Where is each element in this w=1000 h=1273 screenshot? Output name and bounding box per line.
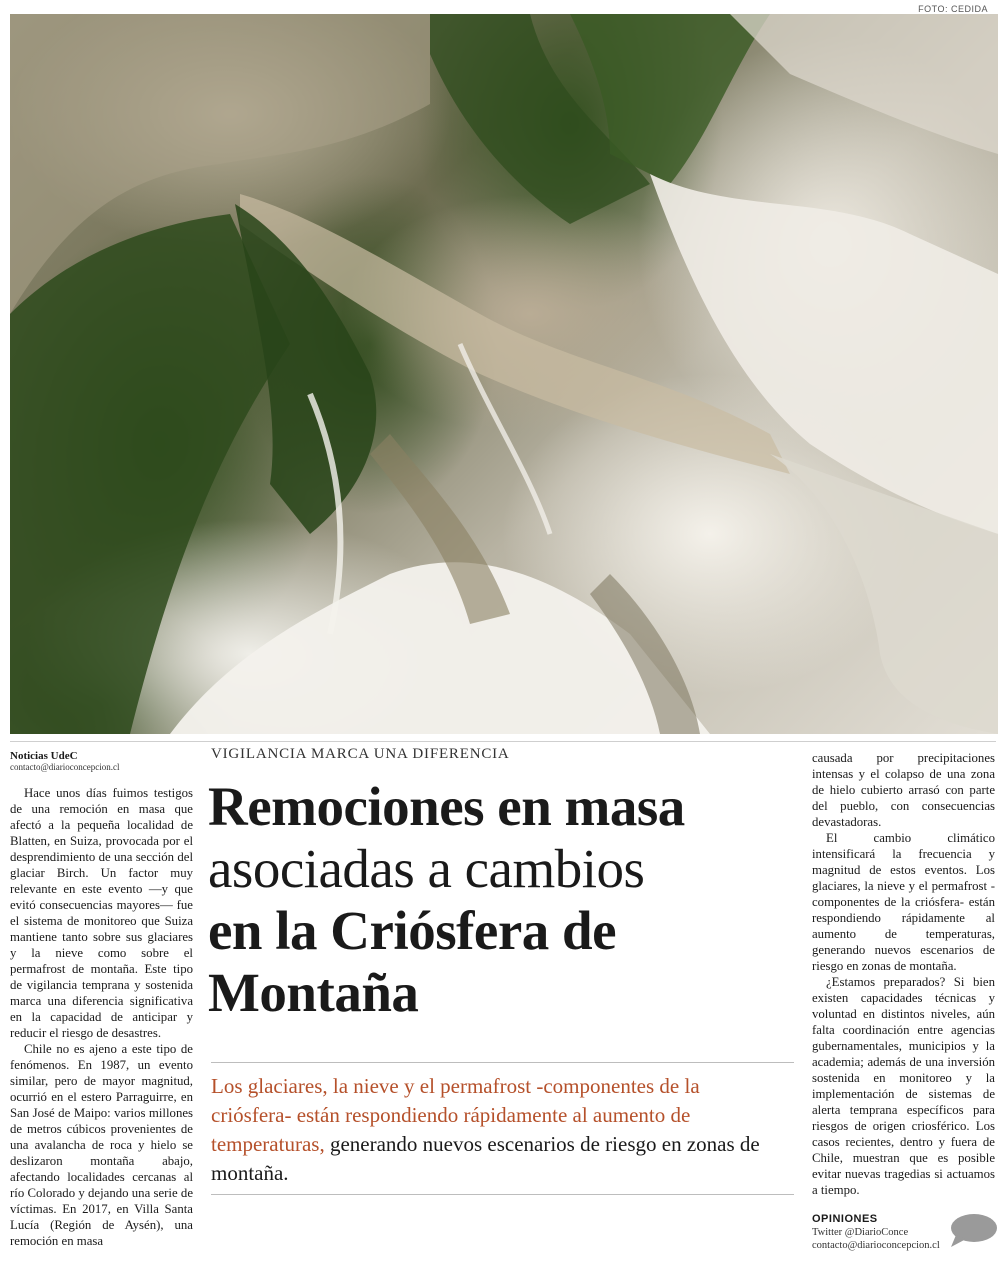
paragraph: Hace unos días fuimos testigos de una remoción en masa que afectó a la pequeña localidad de Blatten, en Suiza, provocada por el desprendimiento de una sección del glaciar Birch. Un factor muy relevante en este evento —y que evitó consecuencias mayores— fue el sistema de monitoreo que Suiza mantiene tanto sobre sus glaciares y la nieve como sobre el permafrost de montaña. Este tipo de vigilancia temprana y sostenida marca una diferencia significativa en la capacidad de anticipar y reducir el riesgo de desastres.: [10, 786, 193, 1040]
article-column-right: [812, 750, 995, 1198]
paragraph: ¿Estamos preparados? Si bien existen capacidades técnicas y voluntad en distintos niveles, aún falta coordinación entre agencias gubernamentales, municipios y la academia; además de una inversión sostenida en monitoreo y la implementación de sistemas de alerta temprana específicos para riesgos de origen criosférico. Los casos recientes, dentro y fuera de Chile, muestran que es posible evitar nuevas tragedias si actuamos a tiempo.: [812, 975, 995, 1197]
byline: [10, 750, 200, 773]
article-deck: [211, 1072, 771, 1188]
section-label: OPINIONES: [812, 1213, 878, 1225]
deck-rest: generando nuevos escenarios de riesgo en zonas de montaña.: [211, 1132, 760, 1185]
headline-line: Montaña: [208, 962, 419, 1023]
deck-rule-bottom: [211, 1194, 794, 1195]
top-rule: [10, 741, 996, 742]
article-kicker: VIGILANCIA MARCA UNA DIFERENCIA: [211, 746, 510, 762]
aerial-mountain-photo: [10, 14, 998, 734]
paragraph: Chile no es ajeno a este tipo de fenómenos. En 1987, un evento similar, pero de mayor magnitud, ocurrió en el estero Parraguirre, en San José de Maipo: varios millones de metros cúbicos provenientes de una avalancha de roca y hielo se deslizaron montaña abajo, afectando localidades cercanas al río Colorado y dejando una serie de víctimas. En 2017, en Villa Santa Lucía (Región de Aysén), una remoción en masa: [10, 1042, 193, 1248]
deck-highlight: Los glaciares, la nieve y el permafrost -componentes de la criósfera- están respondiendo rápidamente al aumento de temperaturas,: [211, 1074, 700, 1156]
headline-line: Remociones en masa: [208, 776, 685, 837]
author-contact: contacto@diarioconcepcion.cl: [10, 762, 120, 772]
paragraph: El cambio climático intensificará la frecuencia y magnitud de estos eventos. Los glaciares, la nieve y el permafrost -componentes de la criósfera- están respondiendo rápidamente al aumento de temperaturas, generando nuevos escenarios de riesgo en zonas de montaña.: [812, 831, 995, 973]
paragraph: causada por precipitaciones intensas y el colapso de una zona de hielo cubierto arrasó con parte del pueblo, con consecuencias devastadoras.: [812, 751, 995, 829]
article-headline: [208, 776, 798, 1024]
headline-line: en la Criósfera de: [208, 900, 616, 961]
article-column-left: [10, 785, 193, 1249]
author-name: Noticias UdeC: [10, 750, 78, 762]
headline-line: asociadas a cambios: [208, 838, 645, 899]
speech-bubble-icon: [948, 1213, 998, 1249]
landslide-illustration: [10, 14, 998, 734]
photo-credit: FOTO: CEDIDA: [918, 4, 988, 14]
contact-email[interactable]: contacto@diarioconcepcion.cl: [812, 1240, 940, 1251]
deck-rule-top: [211, 1062, 794, 1063]
twitter-handle[interactable]: Twitter @DiarioConce: [812, 1227, 909, 1238]
